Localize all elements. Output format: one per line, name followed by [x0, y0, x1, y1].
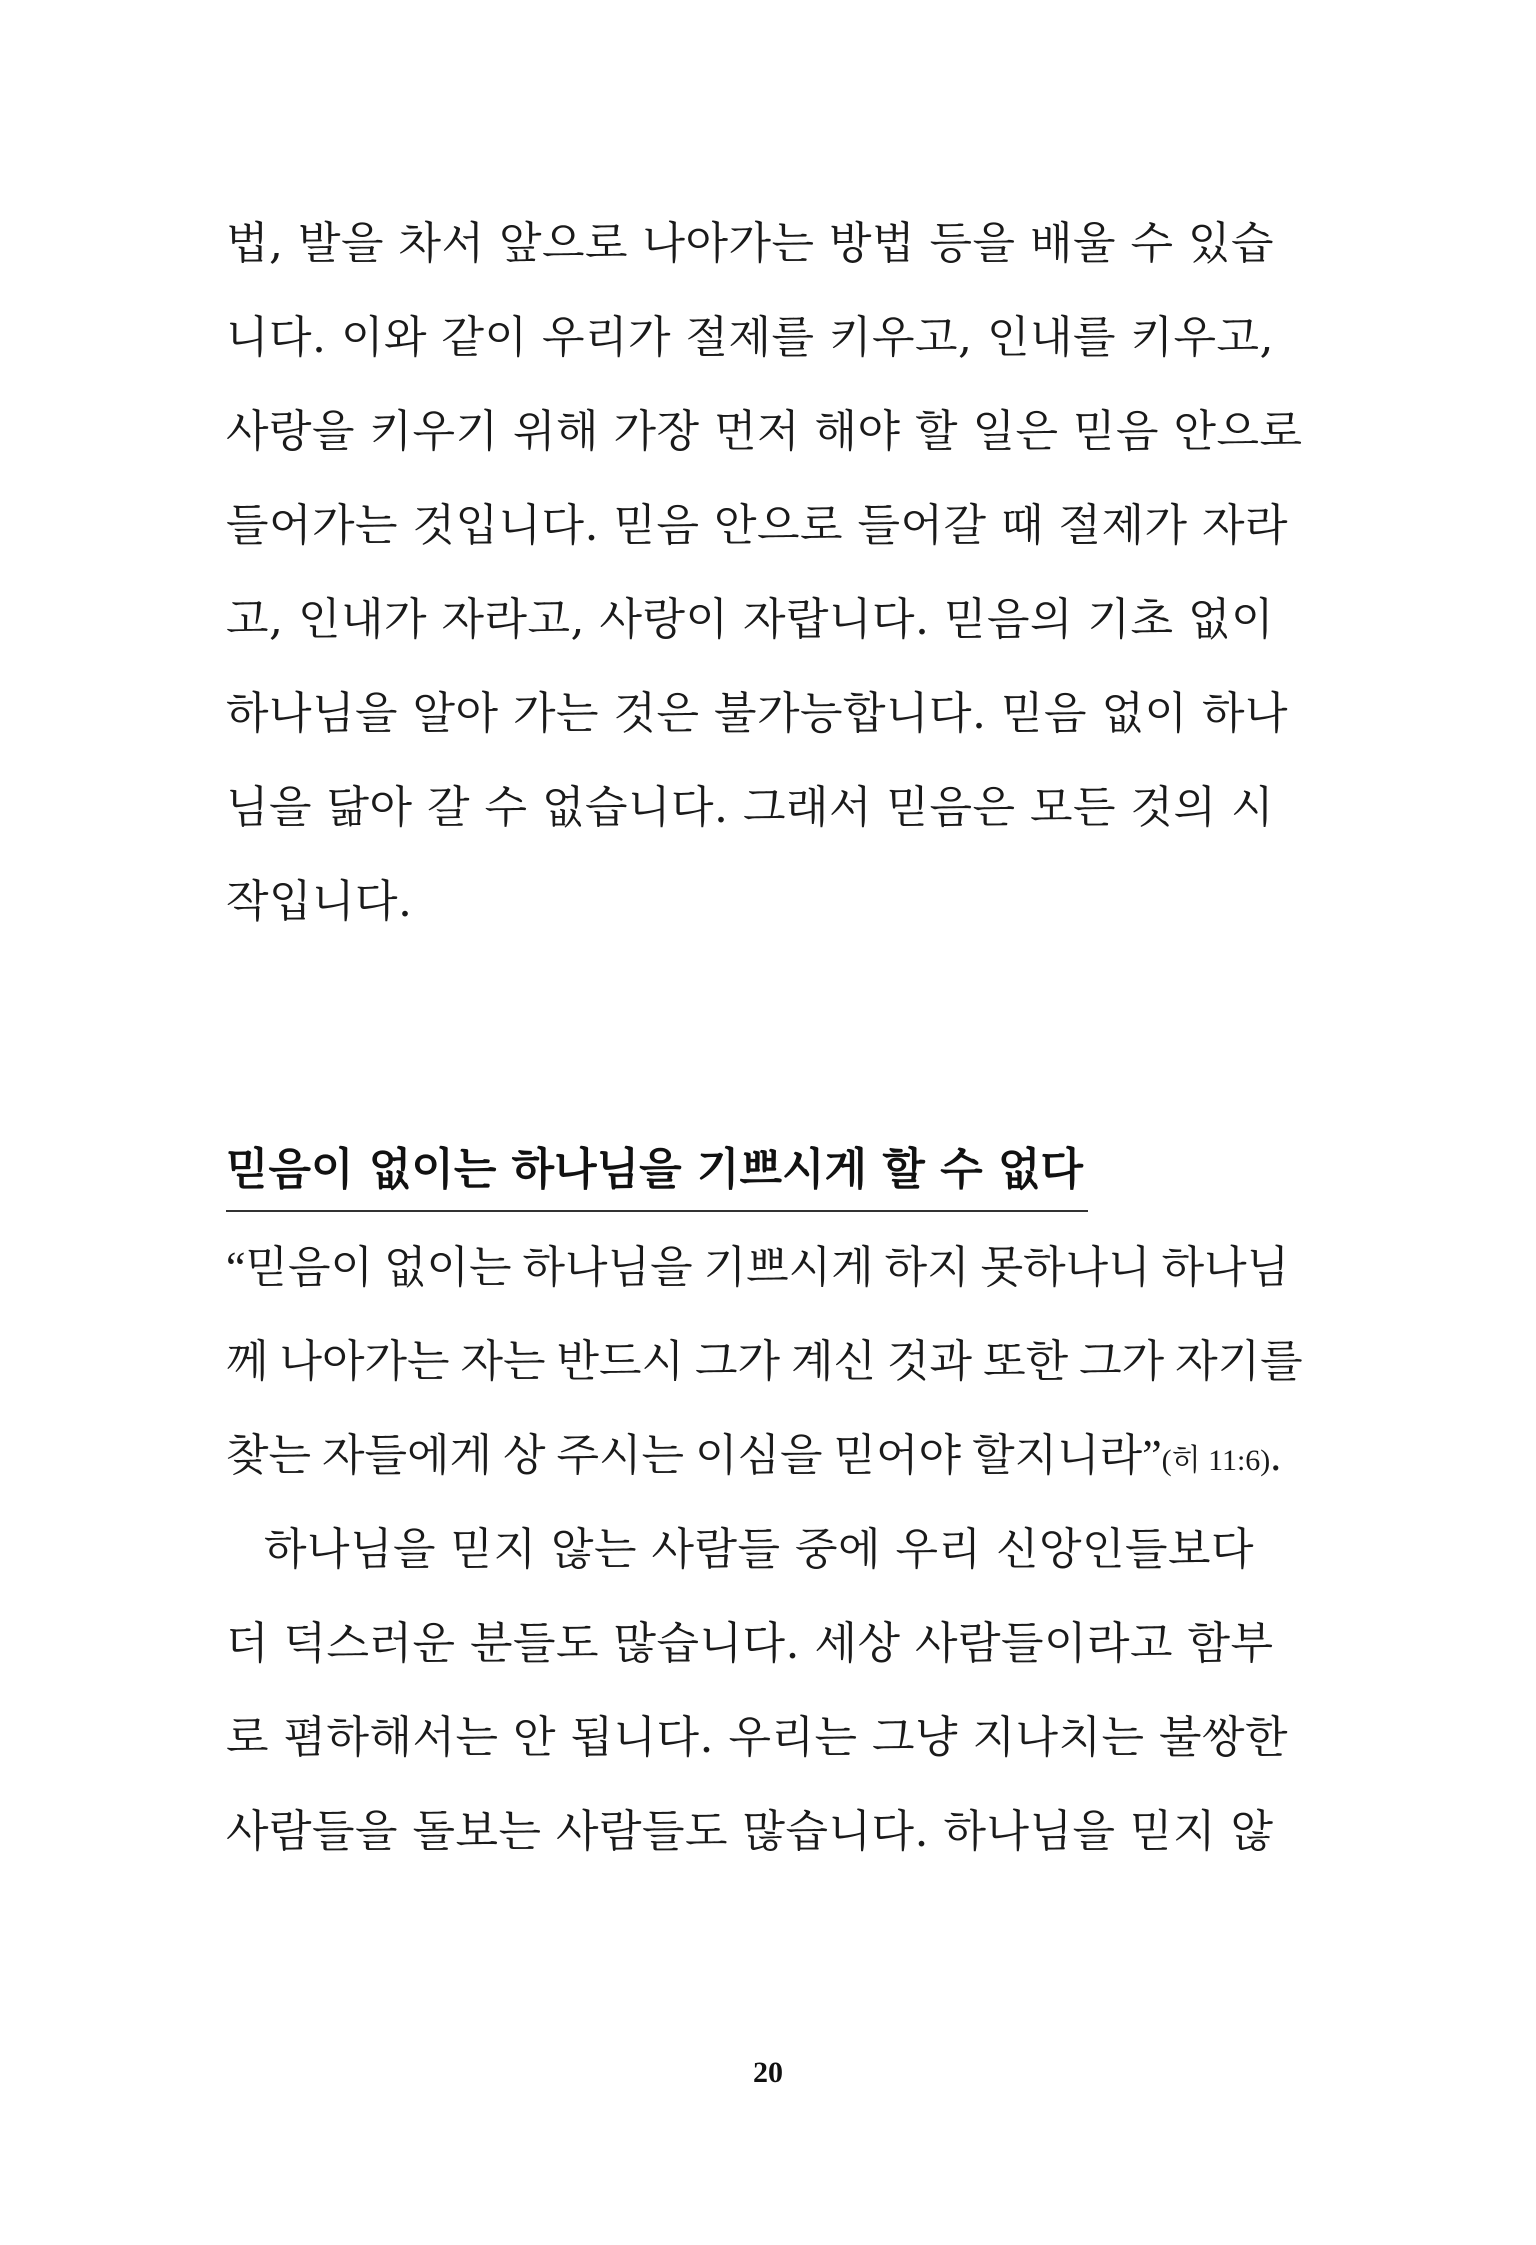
text-line: 니다. 이와 같이 우리가 절제를 키우고, 인내를 키우고, — [226, 312, 1274, 363]
scripture-reference: (히 11:6) — [1161, 1444, 1271, 1477]
page-number: 20 — [753, 2056, 783, 2089]
quote-line: “믿음이 없이는 하나님을 기쁘시게 하지 못하나니 하나님 — [226, 1243, 1290, 1292]
paragraph-bottom — [226, 1503, 1288, 1879]
text-line: 들어가는 것입니다. 믿음 안으로 들어갈 때 절제가 자라 — [226, 500, 1288, 551]
text-line: 하나님을 믿지 않는 사람들 중에 우리 신앙인들보다 — [264, 1524, 1254, 1575]
text-line: 사람들을 돌보는 사람들도 많습니다. 하나님을 믿지 않 — [226, 1806, 1274, 1857]
text-line: 더 덕스러운 분들도 많습니다. 세상 사람들이라고 함부 — [226, 1618, 1274, 1669]
paragraph-top — [226, 197, 1303, 949]
text-line: 로 폄하해서는 안 됩니다. 우리는 그냥 지나치는 불쌍한 — [226, 1712, 1288, 1763]
text-line: 사랑을 키우기 위해 가장 먼저 해야 할 일은 믿음 안으로 — [226, 406, 1303, 457]
quote-line-with-reference — [226, 1409, 1282, 1503]
text-line: 법, 발을 차서 앞으로 나아가는 방법 등을 배울 수 있습 — [226, 218, 1274, 269]
text-line: 하나님을 알아 가는 것은 불가능합니다. 믿음 없이 하나 — [226, 688, 1288, 739]
quote-line: 께 나아가는 자는 반드시 그가 계신 것과 또한 그가 자기를 — [226, 1337, 1303, 1386]
text-line: 고, 인내가 자라고, 사랑이 자랍니다. 믿음의 기초 없이 — [226, 594, 1274, 645]
heading-underline — [226, 1210, 1088, 1212]
section-heading-block — [226, 1134, 1096, 1212]
section-heading: 믿음이 없이는 하나님을 기쁘시게 할 수 없다 — [226, 1144, 1083, 1195]
quote-text: 찾는 자들에게 상 주시는 이심을 믿어야 할지니라” — [226, 1431, 1162, 1480]
text-line: 작입니다. — [226, 876, 413, 927]
text-line: 님을 닮아 갈 수 없습니다. 그래서 믿음은 모든 것의 시 — [226, 782, 1274, 833]
scripture-quote — [226, 1221, 1303, 1503]
quote-end-punctuation: . — [1270, 1431, 1282, 1480]
